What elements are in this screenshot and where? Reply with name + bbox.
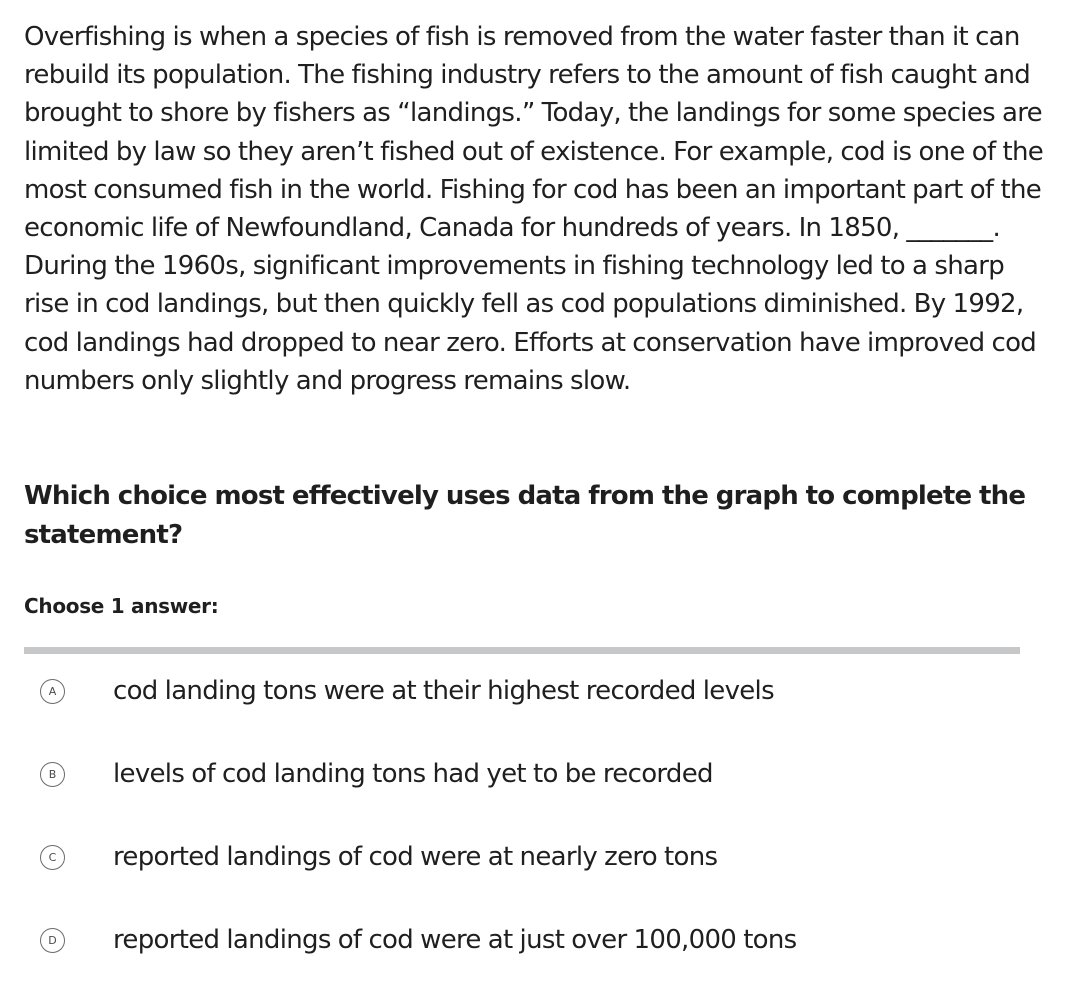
choice-d-text: reported landings of cod were at just over 100,000 tons [113, 925, 797, 955]
choice-a-text: cod landing tons were at their highest recorded levels [113, 676, 774, 706]
passage-text: Overfishing is when a species of fish is removed from the water faster than it can rebuild its population. The fishing industry refers to the amount of fish caught and brought to shore by fishers as “landings.” Today, the landings for some species are limited by law so they aren’t fished out of existence. For example, cod is one of the most consumed fish in the world. Fishing for cod has been an important part of the economic life of Newfoundland, Canada for hundreds of years. In 1850, _______. During the 1960s, significant improvements in fishing technology led to a sharp rise in cod landings, but then quickly fell as cod populations diminished. By 1992, cod landings had dropped to near zero. Efforts at conservation have improved cod numbers only slightly and progress remains slow. [24, 22, 1044, 396]
choice-c[interactable] [40, 835, 1040, 879]
choice-c-text: reported landings of cod were at nearly zero tons [113, 842, 718, 872]
choice-a[interactable] [40, 669, 1040, 713]
choice-d[interactable] [40, 918, 1040, 962]
choice-b[interactable] [40, 752, 1040, 796]
divider [24, 647, 1020, 654]
choice-a-letter-badge: A [40, 679, 65, 704]
answer-instruction: Choose 1 answer: [24, 594, 219, 618]
choice-b-letter-badge: B [40, 762, 65, 787]
choice-c-letter-badge: C [40, 845, 65, 870]
question-prompt: Which choice most effectively uses data from the graph to complete the statement? [24, 481, 1026, 550]
choice-b-text: levels of cod landing tons had yet to be recorded [113, 759, 713, 789]
choice-d-letter-badge: D [40, 928, 65, 953]
